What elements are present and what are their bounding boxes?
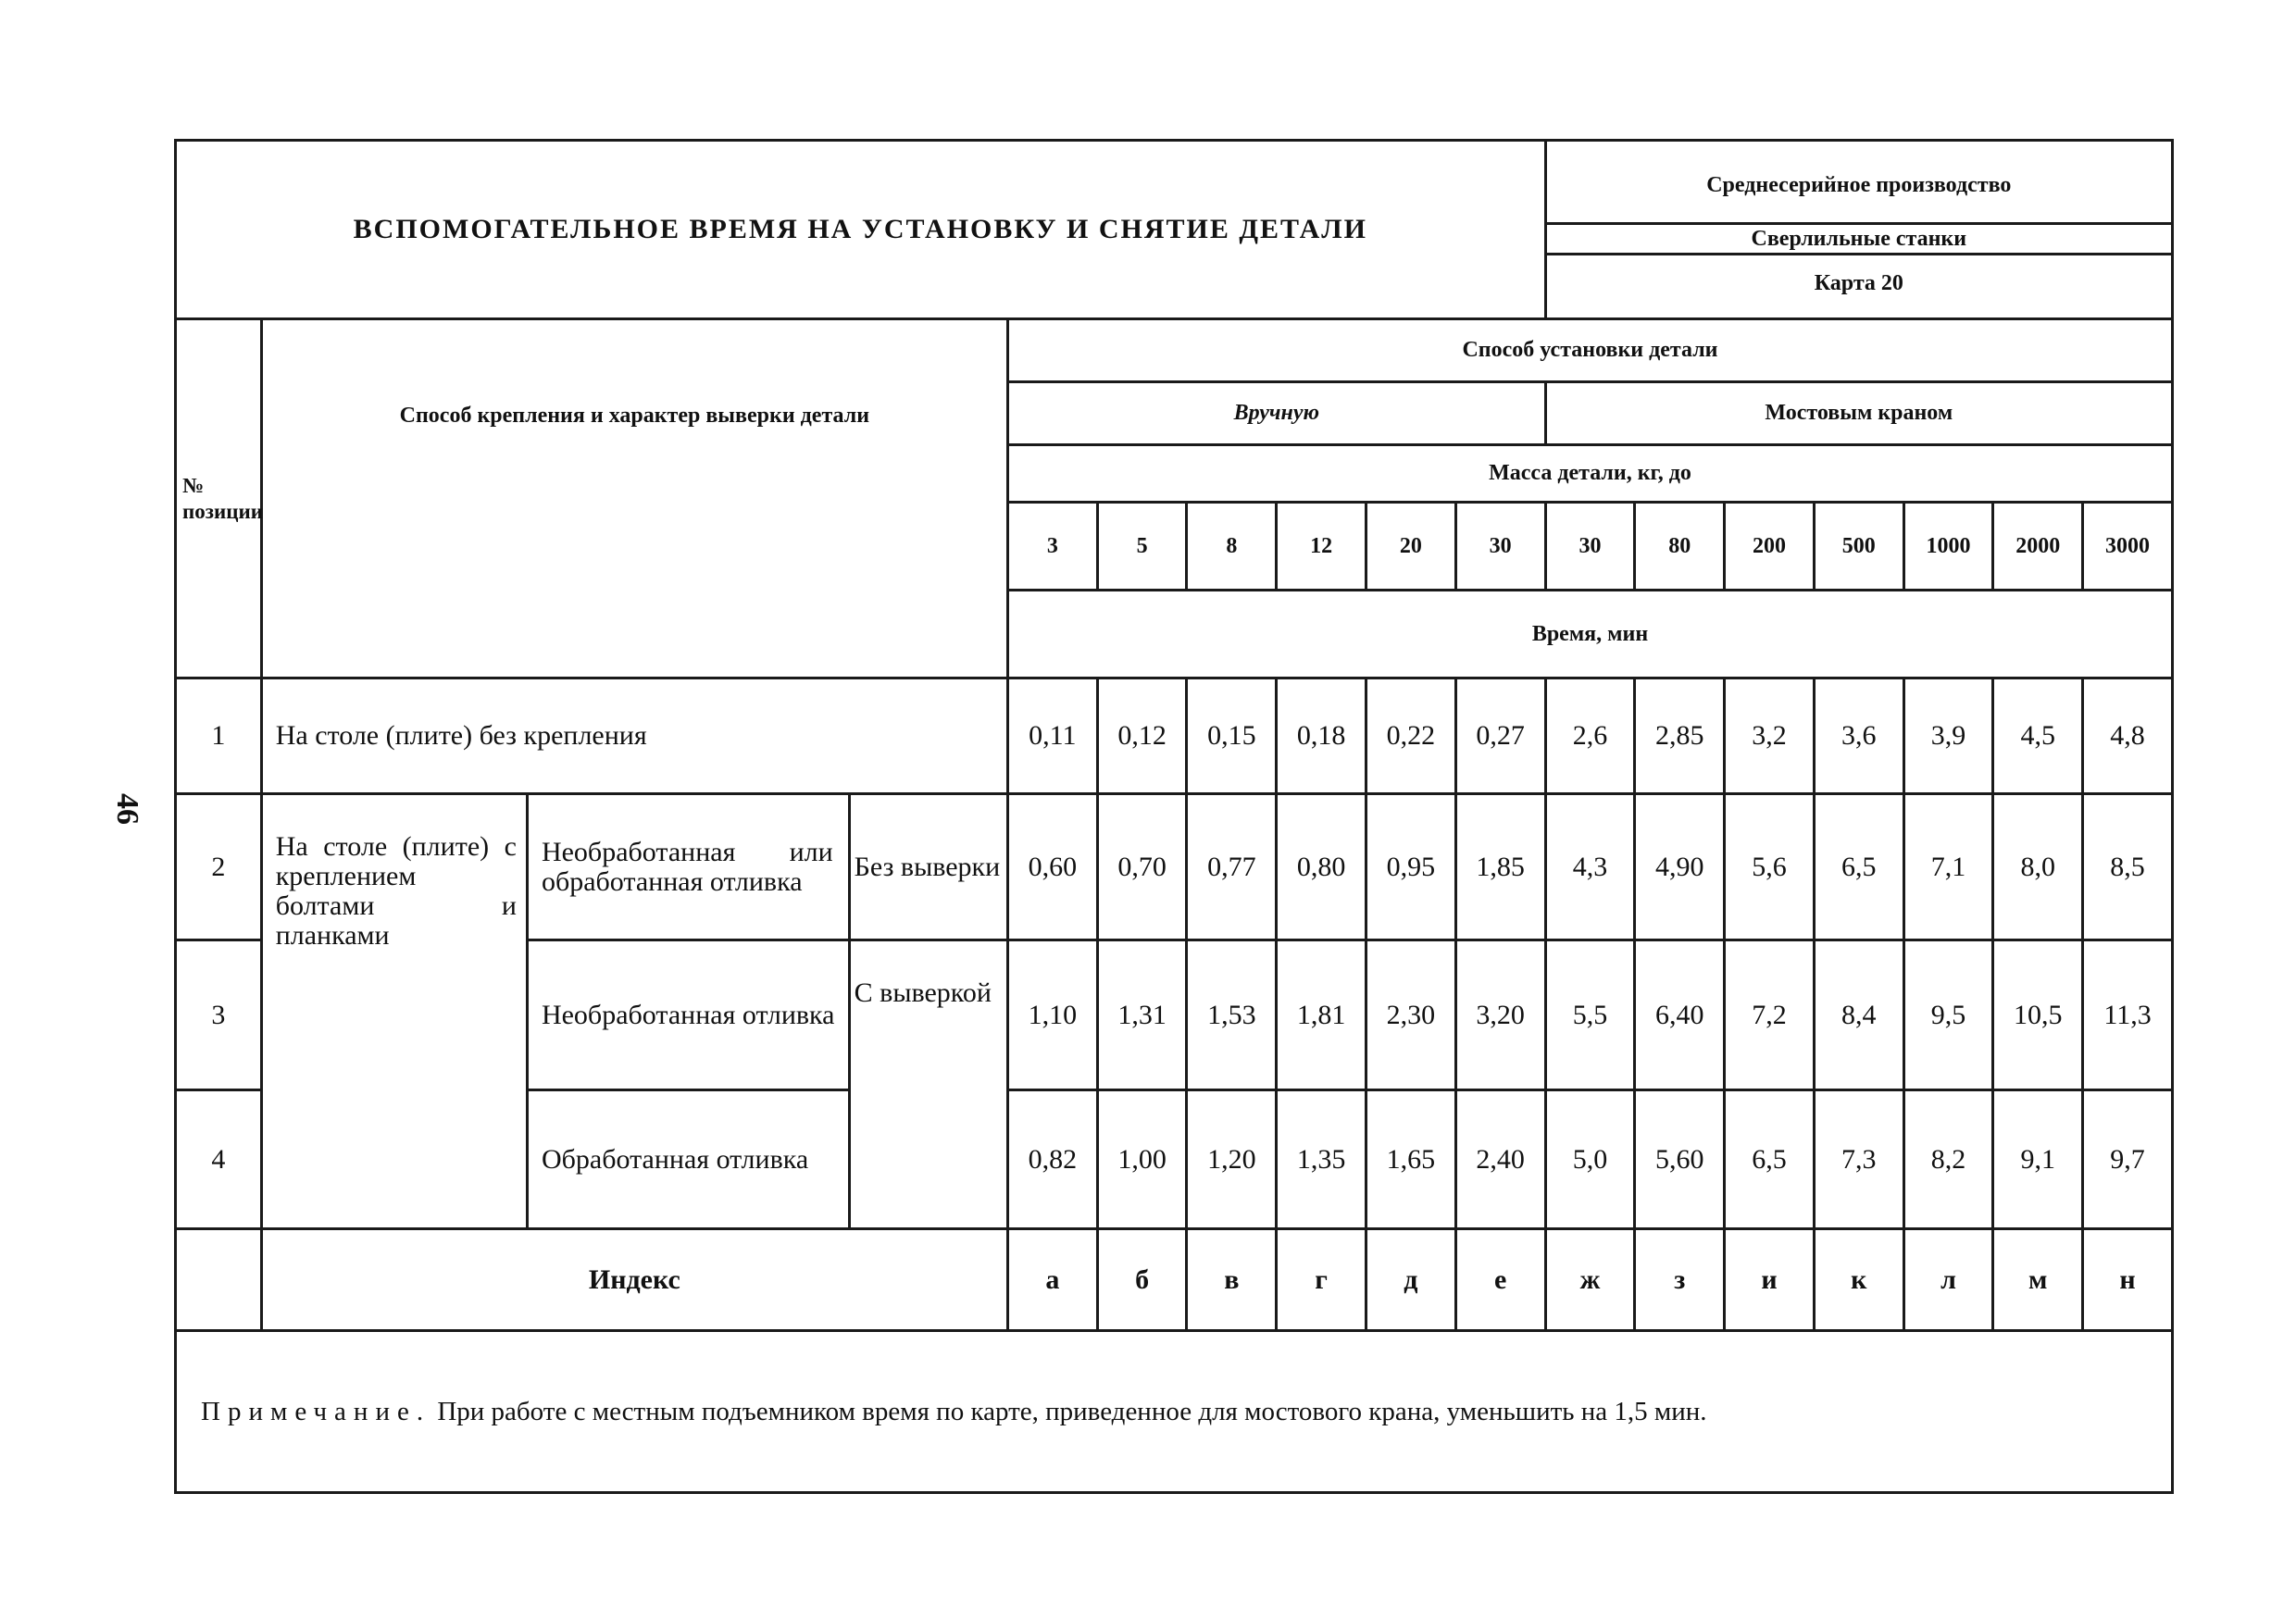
manual-header: Вручную [1007,382,1545,445]
value-cell: 8,2 [1903,1090,1993,1229]
card-title: ВСПОМОГАТЕЛЬНОЕ ВРЕМЯ НА УСТАНОВКУ И СНЯТИЕ ДЕТАЛИ [176,141,1546,319]
index-cell: а [1007,1229,1097,1331]
value-cell: 1,53 [1187,940,1277,1090]
row-label: На столе (плите) без крепления [261,678,1007,794]
value-cell: 1,10 [1007,940,1097,1090]
value-cell: 7,2 [1725,940,1815,1090]
value-cell: 6,40 [1635,940,1725,1090]
value-cell: 0,12 [1097,678,1187,794]
value-cell: 5,6 [1725,794,1815,940]
norm-table [174,139,2174,1332]
value-cell: 1,35 [1277,1090,1366,1229]
value-cell: 0,70 [1097,794,1187,940]
index-cell: н [2083,1229,2173,1331]
index-cell: ж [1545,1229,1635,1331]
index-cell: г [1277,1229,1366,1331]
machine-type: Сверлильные станки [1547,225,2171,255]
card-number: Карта 20 [1814,271,1903,295]
norm-card [174,139,2174,1490]
index-blank-cell [176,1229,262,1331]
index-cell: з [1635,1229,1725,1331]
value-cell: 5,60 [1635,1090,1725,1229]
position-number: 2 [176,794,262,940]
value-cell: 1,65 [1366,1090,1455,1229]
value-cell: 8,0 [1993,794,2083,940]
value-cell: 5,5 [1545,940,1635,1090]
value-cell: 7,1 [1903,794,1993,940]
mass-cell: 12 [1277,503,1366,591]
value-cell: 2,6 [1545,678,1635,794]
check-label: Без выверки [849,794,1007,940]
value-cell: 0,27 [1455,678,1545,794]
mass-cell: 20 [1366,503,1455,591]
value-cell: 0,60 [1007,794,1097,940]
value-cell: 1,20 [1187,1090,1277,1229]
value-cell: 9,5 [1903,940,1993,1090]
value-cell: 2,85 [1635,678,1725,794]
col-position-header: № позиции [176,319,262,678]
value-cell: 11,3 [2083,940,2173,1090]
mass-cell: 3 [1007,503,1097,591]
value-cell: 1,81 [1277,940,1366,1090]
mass-cell: 1000 [1903,503,1993,591]
value-cell: 5,0 [1545,1090,1635,1229]
production-type: Среднесерийное производство [1547,148,2171,225]
value-cell: 4,8 [2083,678,2173,794]
mass-caption: Масса детали, кг, до [1007,445,2172,503]
index-cell: л [1903,1229,1993,1331]
install-method-header: Способ установки детали [1007,319,2172,382]
value-cell: 1,00 [1097,1090,1187,1229]
value-cell: 0,77 [1187,794,1277,940]
check-label: С выверкой [849,940,1007,1229]
value-cell: 2,30 [1366,940,1455,1090]
value-cell: 2,40 [1455,1090,1545,1229]
index-cell: м [1993,1229,2083,1331]
value-cell: 3,9 [1903,678,1993,794]
mass-cell: 80 [1635,503,1725,591]
col-method-header: Способ крепления и характер выверки детали [261,319,1007,678]
value-cell: 9,1 [1993,1090,2083,1229]
mass-cell: 5 [1097,503,1187,591]
index-row [176,1229,2173,1331]
mass-cell: 30 [1545,503,1635,591]
value-cell: 3,6 [1814,678,1903,794]
value-cell: 1,85 [1455,794,1545,940]
value-cell: 3,2 [1725,678,1815,794]
crane-header: Мостовым краном [1545,382,2172,445]
card-meta [1545,141,2172,319]
header-row-1 [176,319,2173,382]
note-word: Примечание. [201,1397,431,1426]
time-caption: Время, мин [1007,591,2172,678]
value-cell: 0,18 [1277,678,1366,794]
index-cell: к [1814,1229,1903,1331]
group-label: На столе (плите) с креплением болтами и планками [261,794,527,1229]
mass-cell: 200 [1725,503,1815,591]
value-cell: 8,5 [2083,794,2173,940]
mass-cell: 500 [1814,503,1903,591]
value-cell: 0,11 [1007,678,1097,794]
value-cell: 0,15 [1187,678,1277,794]
casting-label: Необработанная отливка [527,940,849,1090]
index-label: Индекс [261,1229,1007,1331]
value-cell: 8,4 [1814,940,1903,1090]
value-cell: 0,80 [1277,794,1366,940]
index-cell: в [1187,1229,1277,1331]
index-cell: и [1725,1229,1815,1331]
index-cell: е [1455,1229,1545,1331]
position-number: 1 [176,678,262,794]
mass-cell: 2000 [1993,503,2083,591]
value-cell: 4,90 [1635,794,1725,940]
value-cell: 0,22 [1366,678,1455,794]
title-row [176,141,2173,319]
mass-cell: 30 [1455,503,1545,591]
casting-label: Необработанная или обработанная отливка [527,794,849,940]
table-row [176,794,2173,940]
value-cell: 0,82 [1007,1090,1097,1229]
table-row [176,678,2173,794]
value-cell: 7,3 [1814,1090,1903,1229]
value-cell: 1,31 [1097,940,1187,1090]
casting-label: Обработанная отливка [527,1090,849,1229]
index-cell: д [1366,1229,1455,1331]
value-cell: 0,95 [1366,794,1455,940]
value-cell: 4,5 [1993,678,2083,794]
note-text: При работе с местным подъемником время по карте, приведенное для мостового крана, уменьшить на 1,5 мин. [437,1397,1707,1426]
value-cell: 9,7 [2083,1090,2173,1229]
value-cell: 10,5 [1993,940,2083,1090]
index-cell: б [1097,1229,1187,1331]
page-number: 46 [110,793,144,825]
position-number: 4 [176,1090,262,1229]
position-number: 3 [176,940,262,1090]
mass-cell: 3000 [2083,503,2173,591]
value-cell: 6,5 [1725,1090,1815,1229]
note-block [174,1332,2174,1494]
value-cell: 3,20 [1455,940,1545,1090]
mass-cell: 8 [1187,503,1277,591]
value-cell: 6,5 [1814,794,1903,940]
value-cell: 4,3 [1545,794,1635,940]
